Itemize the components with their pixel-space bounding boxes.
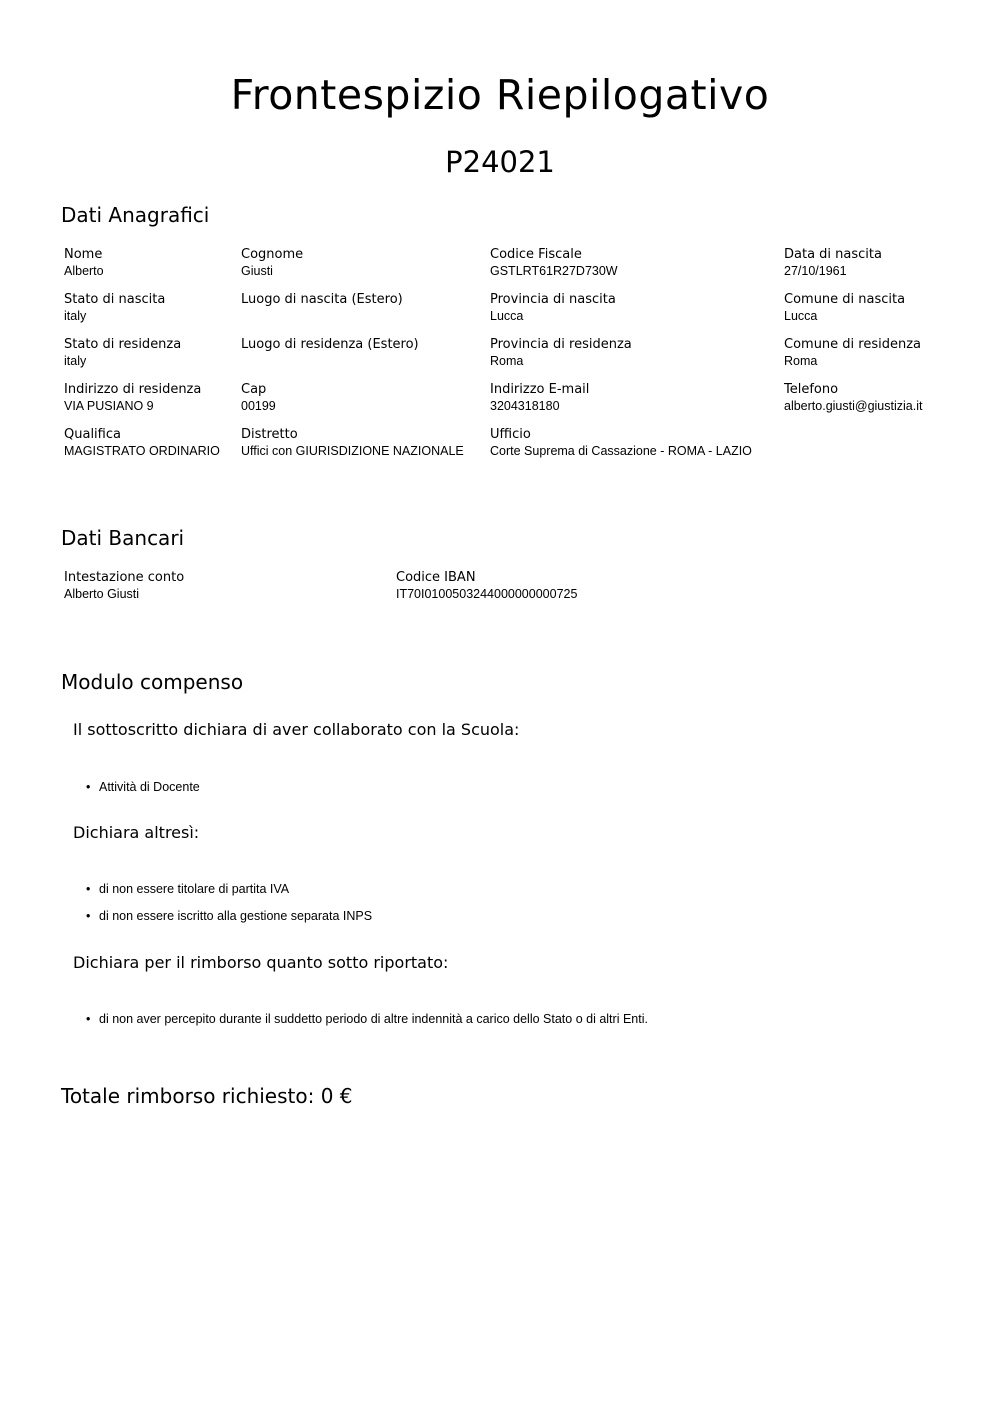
list-item-text: di non essere titolare di partita IVA <box>99 882 290 896</box>
field-stato-di-nascita <box>64 291 165 325</box>
bullet-icon: • <box>86 1012 91 1026</box>
section-title-dati-bancari: Dati Bancari <box>61 526 185 550</box>
field-label: Luogo di residenza (Estero) <box>241 337 419 352</box>
field-distretto <box>241 426 464 460</box>
field-cap <box>241 381 276 415</box>
totale-rimborso: Totale rimborso richiesto: 0 € <box>61 1084 353 1108</box>
field-label: Ufficio <box>490 427 531 442</box>
field-telefono <box>784 381 922 415</box>
field-value: Roma <box>784 354 818 368</box>
list-item <box>86 1011 648 1028</box>
list-item <box>86 881 289 898</box>
list-item <box>86 779 200 796</box>
list-item-text: di non aver percepito durante il suddetto periodo di altre indennità a carico dello Stato o di altri Enti. <box>99 1012 648 1026</box>
field-value: alberto.giusti@giustizia.it <box>784 399 923 413</box>
document-code: P24021 <box>445 145 555 179</box>
field-value: IT70I0100503244000000000725 <box>396 587 578 601</box>
field-label: Indirizzo di residenza <box>64 382 202 397</box>
field-value: Giusti <box>241 264 273 278</box>
field-label: Cognome <box>241 247 304 262</box>
field-value: VIA PUSIANO 9 <box>64 399 154 413</box>
field-value: 27/10/1961 <box>784 264 847 278</box>
bullet-icon: • <box>86 882 91 896</box>
field-value: Alberto <box>64 264 104 278</box>
field-codice-iban <box>396 569 577 603</box>
field-label: Comune di nascita <box>784 292 906 307</box>
field-codice-fiscale <box>490 246 618 280</box>
altresi-title: Dichiara altresì: <box>73 823 200 842</box>
field-label: Cap <box>241 382 267 397</box>
field-label: Comune di residenza <box>784 337 922 352</box>
field-label: Provincia di nascita <box>490 292 616 307</box>
field-label: Codice Fiscale <box>490 247 582 262</box>
field-provincia-di-nascita <box>490 291 616 325</box>
field-value <box>241 353 419 370</box>
rimborso-title: Dichiara per il rimborso quanto sotto riportato: <box>73 953 449 972</box>
field-label: Intestazione conto <box>64 570 185 585</box>
field-intestazione-conto <box>64 569 184 603</box>
field-nome <box>64 246 104 280</box>
list-item-text: di non essere iscritto alla gestione separata INPS <box>99 909 373 923</box>
section-title-modulo-compenso: Modulo compenso <box>61 670 244 694</box>
field-luogo-di-residenza-estero <box>241 336 419 370</box>
field-indirizzo-email <box>490 381 589 415</box>
field-indirizzo-di-residenza <box>64 381 201 415</box>
field-value: Lucca <box>784 309 818 323</box>
bullet-icon: • <box>86 909 91 923</box>
field-label: Indirizzo E-mail <box>490 382 590 397</box>
field-label: Qualifica <box>64 427 121 442</box>
field-comune-di-residenza <box>784 336 921 370</box>
field-value: Alberto Giusti <box>64 587 140 601</box>
field-label: Nome <box>64 247 103 262</box>
field-label: Data di nascita <box>784 247 882 262</box>
page-title: Frontespizio Riepilogativo <box>230 71 770 119</box>
field-luogo-di-nascita-estero <box>241 291 403 325</box>
collaborazione-title: Il sottoscritto dichiara di aver collaborato con la Scuola: <box>73 720 520 739</box>
field-label: Luogo di nascita (Estero) <box>241 292 403 307</box>
field-value: GSTLRT61R27D730W <box>490 264 618 278</box>
field-qualifica <box>64 426 220 460</box>
bullet-icon: • <box>86 780 91 794</box>
field-label: Provincia di residenza <box>490 337 632 352</box>
field-value: 00199 <box>241 399 276 413</box>
field-cognome <box>241 246 303 280</box>
field-value: italy <box>64 354 87 368</box>
field-stato-di-residenza <box>64 336 181 370</box>
list-item <box>86 908 372 925</box>
field-label: Codice IBAN <box>396 570 476 585</box>
field-value <box>241 308 403 325</box>
field-value: Corte Suprema di Cassazione - ROMA - LAZIO <box>490 444 752 458</box>
field-label: Distretto <box>241 427 298 442</box>
field-value: italy <box>64 309 87 323</box>
field-value: MAGISTRATO ORDINARIO <box>64 444 220 458</box>
field-label: Stato di residenza <box>64 337 182 352</box>
list-item-text: Attività di Docente <box>99 780 200 794</box>
field-data-di-nascita <box>784 246 882 280</box>
field-value: Roma <box>490 354 524 368</box>
field-value: 3204318180 <box>490 399 560 413</box>
field-value: Lucca <box>490 309 524 323</box>
section-title-dati-anagrafici: Dati Anagrafici <box>61 203 210 227</box>
field-label: Stato di nascita <box>64 292 166 307</box>
field-comune-di-nascita <box>784 291 905 325</box>
field-ufficio <box>490 426 752 460</box>
field-provincia-di-residenza <box>490 336 632 370</box>
field-label: Telefono <box>784 382 839 397</box>
field-value: Uffici con GIURISDIZIONE NAZIONALE <box>241 444 464 458</box>
